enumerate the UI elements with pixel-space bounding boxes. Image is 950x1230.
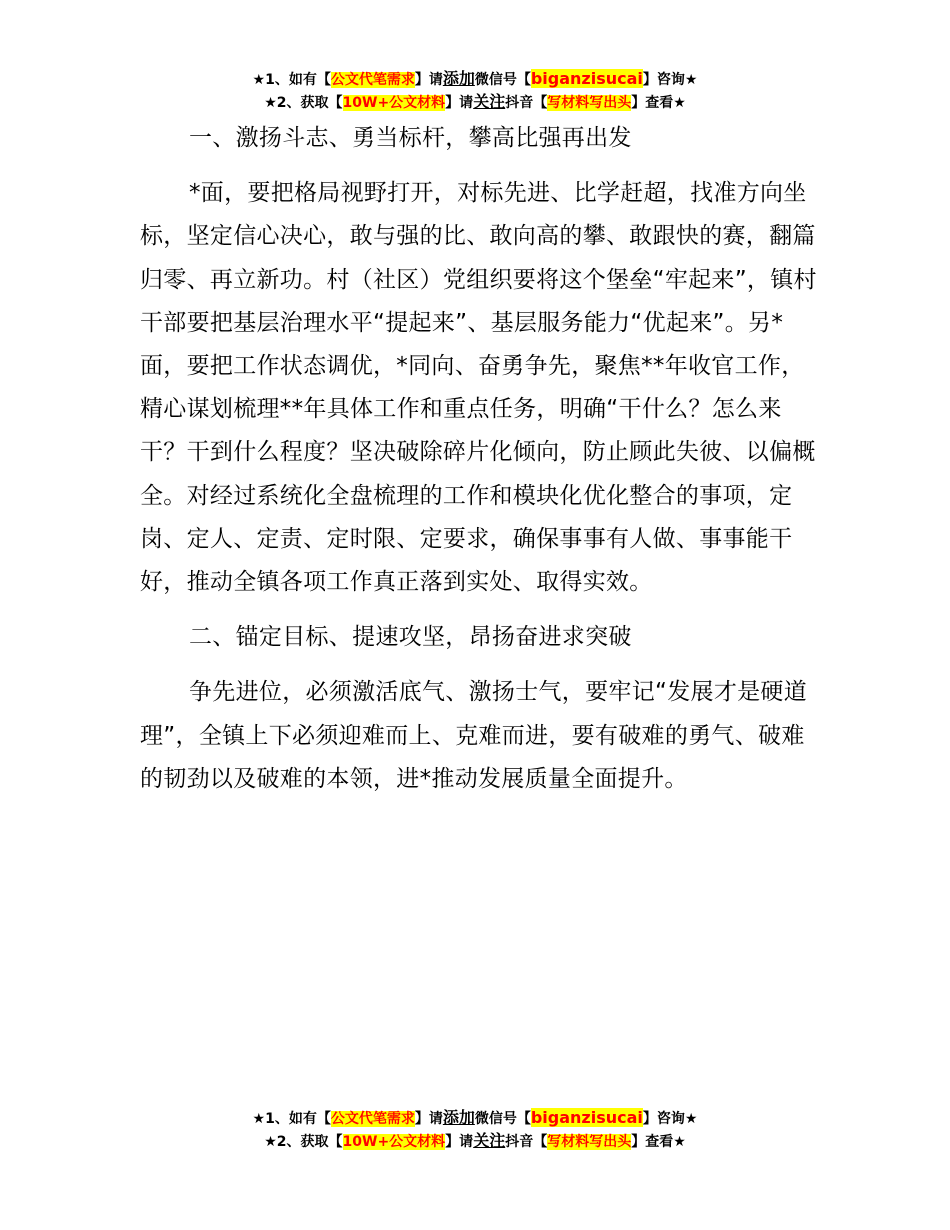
banner-line-2 (0, 1130, 950, 1153)
banner-text: 】请 (414, 1111, 443, 1127)
banner-text: 微信号【 (474, 72, 531, 88)
wechat-id-highlight: biganzisucai (530, 69, 643, 88)
highlight-tag: 公文代笔需求 (330, 1111, 415, 1127)
banner-line-2 (0, 91, 950, 114)
paragraph-1: *面，要把格局视野打开，对标先进、比学赶超，找准方向坐标，坚定信心决心，敢与强的比、敢向高的攀、敢跟快的赛，翻篇归零、再立新功。村（社区）党组织要将这个堡垒“牢起来”，镇村干部要把基层治理水平“提起来”、基层服务能力“优起来”。另*面，要把工作状态调优，*同向、奋勇争先，聚焦**年收官工作，精心谋划梳理**年具体工作和重点任务，明确“干什么？怎么来干？干到什么程度？坚决破除碎片化倾向，防止顾此失彼、以偏概全。对经过系统化全盘梳理的工作和模块化优化整合的事项，定岗、定人、定责、定时限、定要求，确保事事有人做、事事能干好，推动全镇各项工作真正落到实处、取得实效。 (140, 180, 817, 596)
section-heading-1: 一、激扬斗志、勇当标杆，攀高比强再出发 (189, 125, 632, 151)
footer-banner (0, 1107, 950, 1153)
banner-line-1 (0, 1107, 950, 1130)
document-body (140, 117, 820, 813)
highlight-tag: 公文代笔需求 (330, 72, 415, 88)
banner-text: 抖音【 (505, 95, 548, 111)
banner-text: ★2、获取【 (264, 95, 343, 111)
banner-text: ★1、如有【 (252, 72, 331, 88)
banner-text: ★2、获取【 (264, 1134, 343, 1150)
banner-text: ★1、如有【 (252, 1111, 331, 1127)
paragraph-2: 争先进位，必须激活底气、激扬士气，要牢记“发展才是硬道理”，全镇上下必须迎难而上、克难而进，要有破难的勇气、破难的韧劲以及破难的本领，进*推动发展质量全面提升。 (140, 679, 808, 792)
banner-text: 抖音【 (505, 1134, 548, 1150)
banner-emphasis: 添加 (442, 1108, 475, 1127)
douyin-highlight: 写材料写出头 (547, 95, 632, 111)
banner-emphasis: 关注 (473, 92, 506, 111)
banner-text: 微信号【 (474, 1111, 531, 1127)
banner-line-1 (0, 68, 950, 91)
douyin-highlight: 写材料写出头 (547, 1134, 632, 1150)
wechat-id-highlight: biganzisucai (530, 1108, 643, 1127)
banner-text: 】咨询★ (642, 1111, 698, 1127)
header-banner (0, 68, 950, 114)
banner-emphasis: 添加 (442, 69, 475, 88)
banner-text: 】请 (445, 1134, 474, 1150)
highlight-tag: 10W+公文材料 (342, 95, 446, 111)
section-heading-2: 二、锚定目标、提速攻坚，昂扬奋进求突破 (189, 624, 632, 651)
banner-text: 】查看★ (631, 95, 686, 111)
highlight-tag: 10W+公文材料 (342, 1134, 446, 1150)
banner-text: 】查看★ (631, 1134, 686, 1150)
banner-text: 】咨询★ (642, 72, 698, 88)
banner-text: 】请 (414, 72, 443, 88)
banner-text: 】请 (445, 95, 474, 111)
banner-emphasis: 关注 (473, 1131, 506, 1150)
